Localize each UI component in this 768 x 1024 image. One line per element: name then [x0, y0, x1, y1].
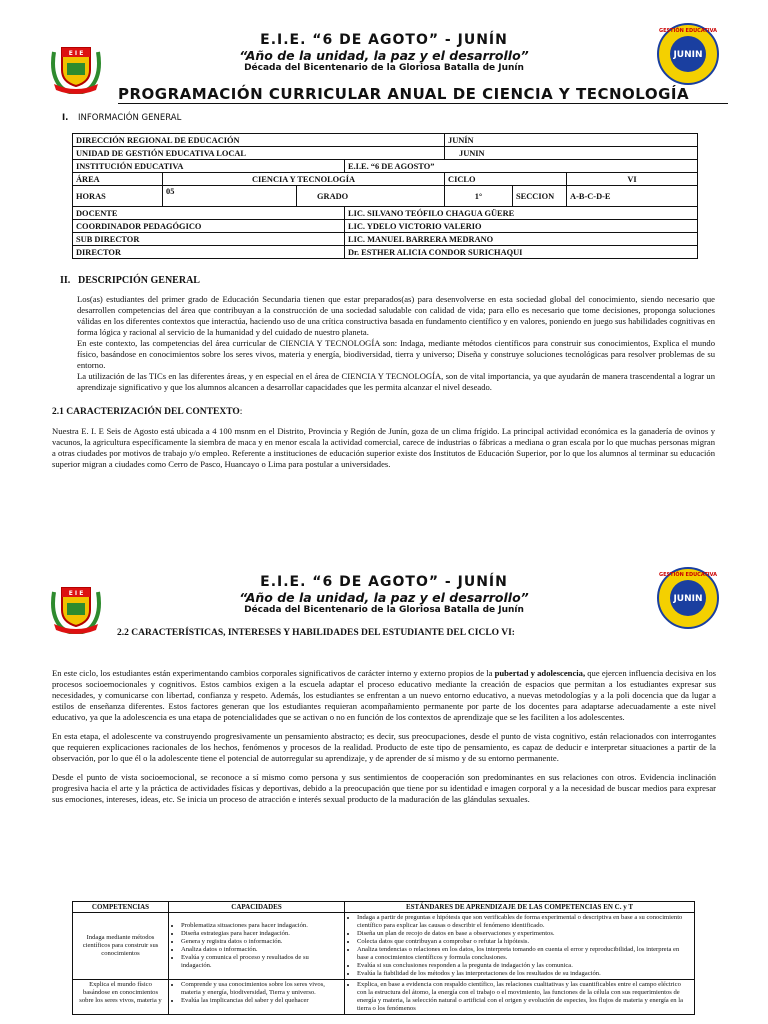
list-item: • Genera y registra datos o información.	[181, 938, 341, 946]
section-1-heading	[62, 113, 181, 123]
table-row	[73, 246, 698, 259]
description-text	[77, 294, 715, 393]
description-paragraph: Los(as) estudiantes del primer grado de Educación Secundaria tienen que estar preparados(as) para desenvolverse en esta sociedad global del conocimiento, siendo necesario que desarrollen competencias del área que contribuyan a la construcción de una sociedad saludable con calidad de vida; para ello es necesario que tome decisiones, proponga soluciones válidas en los diferentes contextos que interactúa, haciendo uso de una crítica constructiva basada en fundamento científico y en valores, poniendo en juego sus habilidades cognitivas en forma lógica y racional al servicio de la humanidad y del cuidado de nuestro planeta.	[77, 294, 715, 337]
seal-left-text: E I E	[68, 590, 84, 597]
coordinator-label: COORDINADOR PEDAGÓGICO	[73, 220, 345, 233]
table-row	[73, 134, 698, 147]
table-row	[73, 233, 698, 246]
table-row	[73, 207, 698, 220]
year-motto: “Año de la unidad, la paz y el desarrollo”	[239, 590, 529, 605]
coordinator-value: LIC. YDELO VICTORIO VALERIO	[345, 220, 698, 233]
section-2-1-title: 2.1 CARACTERIZACIÓN DEL CONTEXTO	[52, 407, 240, 417]
school-name: E.I.E. “6 DE AGOTO” - JUNÍN	[260, 574, 508, 590]
list-item: • Explica, en base a evidencia con respaldo científico, las relaciones cualitativas y las cuantificables entre el campo eléctrico con la estructura del átomo, la energía con el trabajo o el movimiento, las funciones de la célula con sus requerimientos de energía y materia, la selección natural o artificial con el origen y evolución de especies, los flujos de materia y energía en la tierra o los fenómenos	[357, 981, 691, 1013]
capacidades-cell	[169, 980, 345, 1015]
section-2-number: II.	[60, 275, 71, 286]
ciclo-label: CICLO	[445, 173, 567, 186]
decade-text: Década del Bicentenario de la Gloriosa Batalla de Junín	[244, 605, 524, 615]
section-1-title: INFORMACIÓN GENERAL	[78, 113, 182, 123]
list-item: • Comprende y usa conocimientos sobre los seres vivos, materia y energía, biodiversidad, Tierra y universo.	[181, 981, 341, 997]
page-title: PROGRAMACIÓN CURRICULAR ANUAL DE CIENCIA Y TECNOLOGÍA	[118, 85, 728, 104]
list-item: • Indaga a partir de preguntas e hipótesis que son verificables de forma experimental o descriptiva en base a su conocimiento científico para explicar las causas o describir el fenómeno identificado.	[357, 914, 691, 930]
list-item: • Analiza tendencias o relaciones en los datos, los interpreta tomando en cuenta el error y reproducibilidad, los interpreta en base a conocimientos científicos y formula conclusiones.	[357, 946, 691, 962]
column-header: COMPETENCIAS	[73, 902, 169, 913]
list-item: • Analiza datos o información.	[181, 946, 341, 954]
table-row	[73, 186, 698, 207]
context-paragraph: Nuestra E. I. E Seis de Agosto está ubicada a 4 100 msnm en el Distrito, Provincia y Región de Junín, goza de un clima frígido. La principal actividad económica es la ganadería de ovinos y vacunos, la agricultura específicamente la siembra de maca y en menor escala la actividad comercial, carece de industrias o fábricas a mediana o gran escala por lo que muchas personas migran a otras ciudades por motivos de trabajo y/o empleo. Referente a instituciones de educación superior existe dos Institutos de Educación Superior, por lo que los alumnos al terminar su educación superior migran a ciudades como Cerro de Pasco, Huancayo o Lima para postular a universidades.	[52, 426, 715, 469]
student-characteristics-text	[52, 668, 716, 805]
dre-label: DIRECCIÓN REGIONAL DE EDUCACIÓN	[73, 134, 445, 147]
subdirector-label: SUB DIRECTOR	[73, 233, 345, 246]
ie-value: E.I.E. “6 DE AGOSTO”	[345, 160, 698, 173]
list-item: • Evalúa las implicancias del saber y del quehacer	[181, 997, 341, 1005]
estandares-cell	[345, 913, 695, 980]
ugel-seal-logo	[656, 22, 720, 86]
docente-value: LIC. SILVANO TEÓFILO CHAGUA GÜERE	[345, 207, 698, 220]
ugel-value: JUNIN	[445, 147, 698, 160]
list-item: • Evalúa si sus conclusiones responden a la pregunta de indagación y las comunica.	[357, 962, 691, 970]
paragraph-text: que ejercen influencia decisiva en los procesos socioemocionales y cognitivos. Estos cambios exigen a la escuela adaptar el proceso educativo mediante la creación de espacios que permitan a los estudiantes expresar sus necesidades, y comunicarse con libertad, confianza y respeto. Además, los estudiantes se enfrentan a un nuevo entorno educativo, a nuevas metodologías y a la poli docencia que da lugar a estilos de enseñanza diferentes. Estos factores generan que los estudiantes requieran acompañamiento permanente por parte de los docentes para adaptarse adecuadamente a este nivel educativo, ya que la adolescencia es una etapa de potencialidades que se activan o no en función de los contextos de aprendizaje que se les faciliten a los adolescentes.	[52, 668, 716, 722]
description-paragraph: La utilización de las TICs en las diferentes áreas, y en especial en el área de CIENCIA Y TECNOLOGÍA, son de vital importancia, ya que ayudarán de manera trascendental a lograr un aprendizaje significativo y que los alumnos alcancen a desarrollar capacidades que les permita alcanzar el nivel deseado.	[77, 371, 715, 392]
emphasis-text: pubertad y adolescencia,	[494, 668, 586, 678]
characteristics-paragraph: En esta etapa, el adolescente va construyendo progresivamente un pensamiento abstracto; es decir, sus preocupaciones, desde el punto de vista cognitivo, están relacionados con interrogantes que requieren explicaciones racionales de los hechos, fenómenos y procesos de la realidad. Producto de este tipo de pensamiento, es capaz de deducir e interpretar situaciones a partir de la observación, por lo que él o la adolescente tiene el potencial de autorregular su aprendizaje, y de aprender de sí mismo y de su entorno permanente.	[52, 731, 716, 763]
seal-right-text: JUNIN	[673, 594, 703, 604]
list-item: • Problematiza situaciones para hacer indagación.	[181, 922, 341, 930]
decade-text: Década del Bicentenario de la Gloriosa Batalla de Junín	[244, 63, 524, 73]
seal-left-text: E I E	[68, 50, 84, 57]
director-label: DIRECTOR	[73, 246, 345, 259]
table-row	[73, 220, 698, 233]
seal-ring-text: GESTIÓN EDUCATIVA	[658, 28, 718, 34]
description-paragraph: En este contexto, las competencias del área curricular de CIENCIA Y TECNOLOGÍA son: Indaga, mediante métodos científicos para construir sus conocimientos, Explica el mundo físico, basándose en conocimientos sobre los seres vivos, materia y energía, biodiversidad, tierra y universo; Diseña y construye soluciones tecnológicas para resolver problemas de su entorno.	[77, 338, 715, 370]
paragraph-text: En este ciclo, los estudiantes están experimentando cambios corporales significativos de carácter interno y externo propios de la	[52, 668, 495, 678]
capacidades-cell	[169, 913, 345, 980]
grado-value: 1°	[445, 186, 513, 207]
table-row	[73, 913, 695, 980]
seccion-value: A-B-C-D-E	[567, 186, 698, 207]
column-header: ESTÁNDARES DE APRENDIZAJE DE LAS COMPETENCIAS EN C. y T	[345, 902, 695, 913]
section-2-1-colon: :	[239, 407, 243, 417]
list-item: • Evalúa la fiabilidad de los métodos y las interpretaciones de los resultados de su indagación.	[357, 970, 691, 978]
seccion-label: SECCION	[516, 191, 555, 201]
section-2-1-heading	[52, 407, 242, 417]
table-row	[73, 160, 698, 173]
competencias-table	[72, 901, 695, 1015]
competencia-cell: Indaga mediante métodos científicos para construir sus conocimientos	[73, 913, 169, 980]
seccion-cell	[513, 186, 567, 207]
ugel-label: UNIDAD DE GESTIÓN EDUCATIVA LOCAL	[73, 147, 445, 160]
characteristics-paragraph	[52, 668, 716, 723]
seal-ring-text: GESTIÓN EDUCATIVA	[658, 572, 718, 578]
table-header-row	[73, 902, 695, 913]
section-2-heading	[60, 275, 200, 286]
year-motto: “Año de la unidad, la paz y el desarrollo”	[239, 48, 529, 63]
horas-value: 05	[163, 186, 297, 207]
section-2-title: DESCRIPCIÓN GENERAL	[78, 275, 200, 286]
list-item: • Evalúa y comunica el proceso y resultados de su indagación.	[181, 954, 341, 970]
ugel-seal-logo	[656, 566, 720, 630]
area-value: CIENCIA Y TECNOLOGÍA	[163, 173, 445, 186]
director-value: Dr. ESTHER ALICIA CONDOR SURICHAQUI	[345, 246, 698, 259]
ciclo-value: VI	[567, 173, 698, 186]
column-header: CAPACIDADES	[169, 902, 345, 913]
table-row	[73, 980, 695, 1015]
table-row	[73, 147, 698, 160]
docente-label: DOCENTE	[73, 207, 345, 220]
seal-right-text: JUNIN	[673, 50, 703, 60]
competencia-cell: Explica el mundo físico basándose en conocimientos sobre los seres vivos, materia y	[73, 980, 169, 1015]
ie-label: INSTITUCIÓN EDUCATIVA	[73, 160, 345, 173]
area-label: ÁREA	[73, 173, 163, 186]
school-name: E.I.E. “6 DE AGOTO” - JUNÍN	[260, 32, 508, 48]
section-1-number: I.	[62, 113, 69, 123]
list-item: • Diseña estrategias para hacer indagación.	[181, 930, 341, 938]
subdirector-value: LIC. MANUEL BARRERA MEDRANO	[345, 233, 698, 246]
table-row	[73, 173, 698, 186]
estandares-cell	[345, 980, 695, 1015]
dre-value: JUNÍN	[445, 134, 698, 147]
list-item: • Colecta datos que contribuyan a comprobar o refutar la hipótesis.	[357, 938, 691, 946]
section-2-2-heading: 2.2 CARACTERÍSTICAS, INTERESES Y HABILIDADES DEL ESTUDIANTE DEL CICLO VI:	[117, 628, 515, 638]
general-info-table	[72, 133, 698, 259]
grado-label: GRADO	[297, 186, 445, 207]
list-item: • Diseña un plan de recojo de datos en base a observaciones y experimentos.	[357, 930, 691, 938]
characteristics-paragraph: Desde el punto de vista socioemocional, se reconoce a sí mismo como persona y sus sentimientos de cooperación son predominantes en sus relaciones con otros. Evidencia inclinación progresiva hacia el arte y la práctica de actividades físicas y deportivas, debido a la preocupación que tiene por su identidad e imagen corporal y a la necesidad de buscar medios para expresar sus emociones, intereses, ideas, etc. Se inicia un proceso de atracción e interés sexual producto de la maduración de las glándulas sexuales.	[52, 772, 716, 804]
horas-label: HORAS	[73, 186, 163, 207]
